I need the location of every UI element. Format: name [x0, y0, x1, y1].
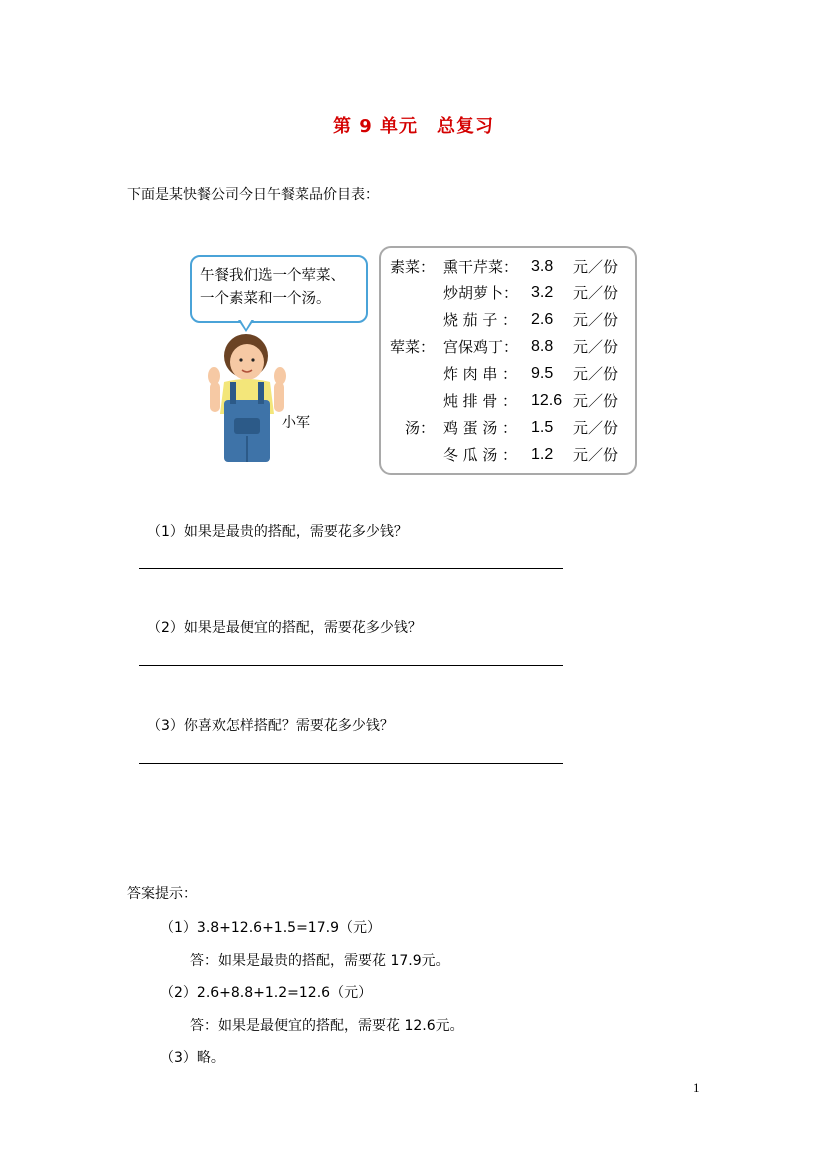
menu-unit: 元／份	[573, 338, 619, 356]
menu-price: 9.5	[531, 365, 554, 382]
speech-line-1: 午餐我们选一个荤菜、	[200, 268, 345, 284]
menu-dish: 烧茄子：	[443, 311, 517, 329]
menu-unit: 元／份	[573, 284, 619, 302]
menu-dish: 冬瓜汤：	[443, 446, 517, 464]
menu-category: 荤菜：	[389, 338, 435, 356]
menu-price: 3.2	[531, 284, 554, 301]
menu-unit: 元／份	[573, 419, 619, 437]
menu-dish: 炒胡萝卜：	[443, 284, 519, 302]
question-1: （1）如果是最贵的搭配，需要花多少钱？	[147, 524, 408, 540]
boy-name-label: 小军	[282, 415, 310, 431]
menu-dish: 宫保鸡丁：	[443, 338, 519, 356]
answer-2-calc: （2）2.6+8.8+1.2=12.6（元）	[160, 985, 373, 1001]
answer-1-calc: （1）3.8+12.6+1.5=17.9（元）	[160, 920, 381, 936]
menu-unit: 元／份	[573, 258, 619, 276]
menu-dish: 熏干芹菜：	[443, 258, 519, 276]
answer-line-2[interactable]	[139, 665, 563, 666]
answer-line-1[interactable]	[139, 568, 563, 569]
answer-2-reply: 答：如果是最便宜的搭配，需要花 12.6元。	[190, 1018, 464, 1034]
speech-bubble	[190, 255, 368, 323]
menu-price: 8.8	[531, 338, 554, 355]
menu-unit: 元／份	[573, 446, 619, 464]
boy-illustration	[200, 332, 290, 464]
menu-price: 3.8	[531, 258, 554, 275]
menu-dish: 炖排骨：	[443, 392, 517, 410]
menu-unit: 元／份	[573, 311, 619, 329]
answer-3: （3）略。	[160, 1050, 225, 1066]
speech-bubble-tail-inner	[240, 319, 252, 329]
menu-dish: 炸肉串：	[443, 365, 517, 383]
intro-text: 下面是某快餐公司今日午餐菜品价目表：	[127, 187, 379, 203]
speech-line-2: 一个素菜和一个汤。	[200, 291, 331, 307]
menu-price: 1.5	[531, 419, 554, 436]
menu-category: 素菜：	[389, 258, 435, 276]
menu-price: 1.2	[531, 446, 554, 463]
page-number: 1	[693, 1080, 700, 1095]
page-title: 第 9 单元 总复习	[332, 116, 495, 137]
menu-price: 2.6	[531, 311, 554, 328]
answer-1-reply: 答：如果是最贵的搭配，需要花 17.9元。	[190, 953, 450, 969]
menu-unit: 元／份	[573, 392, 619, 410]
question-2: （2）如果是最便宜的搭配，需要花多少钱？	[147, 620, 422, 636]
menu-category: 汤：	[404, 419, 435, 437]
answer-line-3[interactable]	[139, 763, 563, 764]
price-menu	[379, 246, 637, 475]
answers-heading: 答案提示：	[127, 886, 197, 902]
menu-price: 12.6	[531, 392, 563, 409]
menu-unit: 元／份	[573, 365, 619, 383]
menu-dish: 鸡蛋汤：	[443, 419, 517, 437]
question-3: （3）你喜欢怎样搭配？需要花多少钱？	[147, 718, 394, 734]
